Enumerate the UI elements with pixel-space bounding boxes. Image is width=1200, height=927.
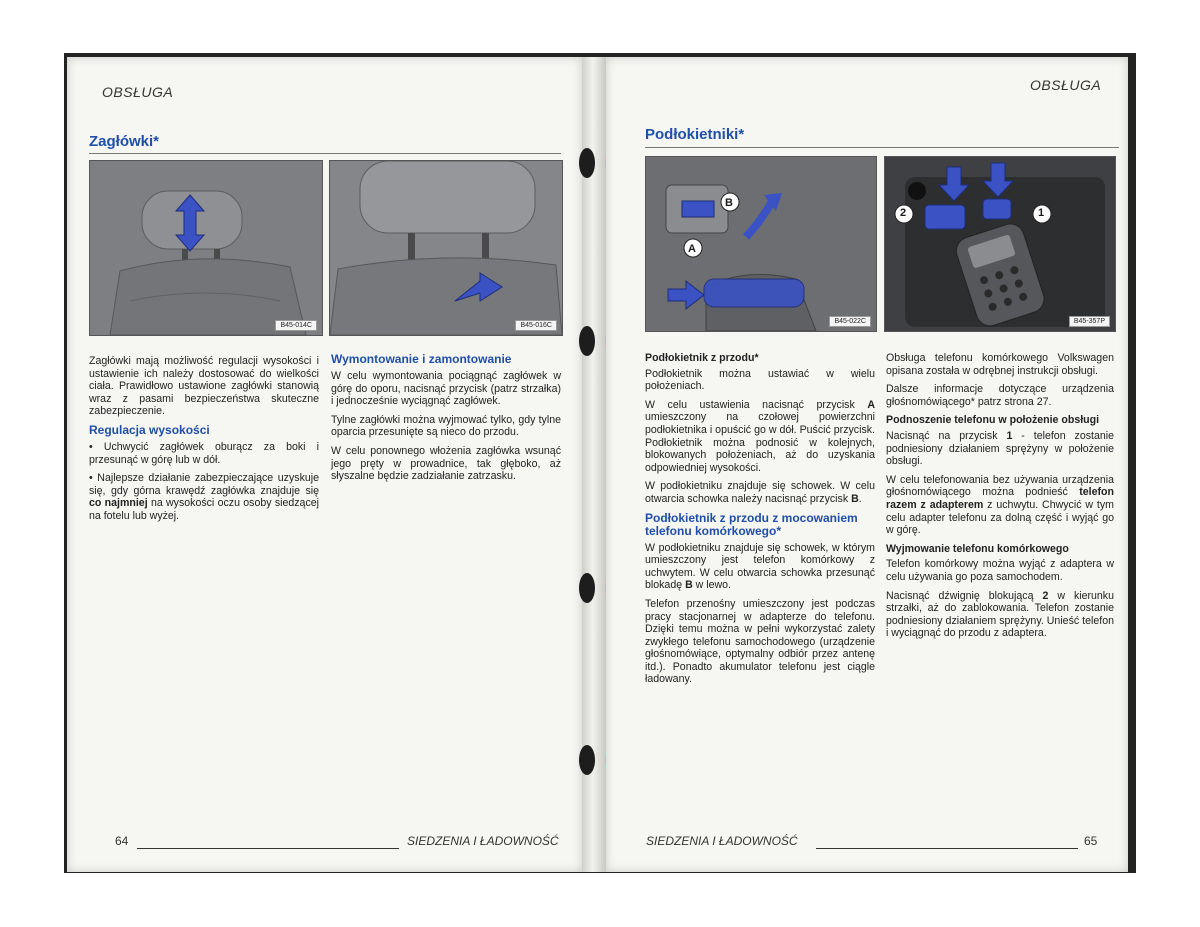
callout-b: B [725,197,733,209]
right-column-1 [645,352,875,692]
right-column-2 [886,352,1114,646]
figure-code: B45-357P [1069,316,1110,327]
callout-2: 2 [900,207,907,219]
text-span: W podłokietniku znajduje się schowek. W celu otwarcia schowka należy nacisnąć przycisk [645,480,875,505]
page-number: 64 [115,834,129,848]
text-span: umieszczony na czołowej powierzchni podłokietnika i opuścić go w dół. Puścić przycisk. Podłokietnik można podnosić w kolejnych, blokowanych położeniach, aż do uzyskania odpowiedniej wysokości. [645,411,875,474]
bold-span: 1 [1006,429,1013,442]
figure-armrest [645,156,877,332]
page-footer [407,834,559,848]
figure-headrest-height [89,160,323,336]
section-heading-phone: Podłokietnik z przodu z mocowaniem telefonu komórkowego* [645,510,858,538]
footer-rule [137,848,399,849]
binding-hole [579,148,595,178]
text-span: . [858,492,862,505]
intro-paragraph: Zagłówki mają możliwość regulacji wysokości i ustawienie ich należy dostosować do wielkości ciała. Prawidłowo ustawione zagłówki stanowią wraz z pasami bezpieczeństwa skuteczne zabezpieczenie. [89,355,319,418]
paragraph [886,430,1114,468]
binding-hole [579,326,595,356]
section-heading-height: Regulacja wysokości [89,422,210,437]
footer-rule [816,848,1078,849]
paragraph [645,399,875,475]
bullet-item: • Uchwycić zagłówek oburącz za boki i przesunąć w górę lub w dół. [89,440,319,466]
section-heading-mount: Wymontowanie i zamontowanie [331,352,512,366]
page-number: 65 [1084,834,1098,848]
binding-hole [579,745,595,775]
subheading: Podnoszenie telefonu w położenie obsługi [886,414,1100,427]
page-header: OBSŁUGA [1030,77,1102,93]
paragraph: Telefon komórkowy można wyjąć z adaptera w celu używania go poza samochodem. [886,558,1114,583]
text-span: Nacisnąć dźwignię blokującą [886,589,1043,602]
paragraph [645,480,875,505]
text-span: W celu ustawienia nacisnąć przycisk [645,398,868,411]
paragraph: Obsługa telefonu komórkowego Volkswagen opisana została w odrębnej instrukcji obsługi. [886,352,1114,377]
bullet-item [89,472,319,522]
title-rule [89,153,561,154]
text-span: - telefon zostanie podniesiony działaniem sprężyny w położenie obsługi. [886,429,1114,468]
callout-1: 1 [1038,207,1045,219]
paragraph: Tylne zagłówki można wyjmować tylko, gdy tylne oparcia przesunięte są nieco do przodu. [331,413,561,439]
paragraph: W celu ponownego włożenia zagłówka wsunąć jego pręty w prowadnice, tak głęboko, aż słyszalne będzie zadziałanie zatrzasku. [331,444,561,483]
subheading: Wyjmowanie telefonu komórkowego [886,542,1069,555]
text-span: W podłokietniku znajduje się schowek, w którym umieszczony jest telefon komórkowy z uchwytem. W celu otwarcia schowka przesunąć blokadę [645,541,875,592]
headrest-illustration [90,161,322,335]
paragraph [645,542,875,592]
text-span: z uchwytu. Chwycić w tym celu adapter telefonu za dolną część i wyjąć go w górę. [886,498,1114,537]
text-span: Nacisnąć na przycisk [886,429,1007,442]
paragraph: Telefon przenośny umieszczony jest podczas pracy stacjonarnej w adapterze do telefonu. Dzięki temu można w pełni wykorzystać zalety zwykłego telefonu samochodowego (urządzenie głośnomówiące, optymalny odbiór przez antenę itd.). Ponadto akumulator telefonu jest ciągle ładowany. [645,597,875,686]
footer-text: SIEDZENIA I ŁADOWNOŚĆ [407,834,559,848]
bold-span: co najmniej [89,497,148,510]
phone-holder-illustration [885,157,1115,331]
headrest-removal-illustration [330,161,562,335]
bold-span: B [685,579,693,592]
text-span: W celu telefonowania bez używania urządzenia głośnomówiącego można podnieść [886,473,1114,499]
right-page [606,57,1128,872]
title-rule [645,147,1119,148]
bold-span: 2 [1042,589,1049,602]
text-span: w lewo. [692,579,731,592]
bold-span: telefon razem z adapterem [886,486,1114,511]
armrest-illustration [646,157,876,331]
page-footer [646,834,798,848]
page-title: Podłokietniki* [645,126,745,143]
paragraph: W celu wymontowania pociągnąć zagłówek w górę do oporu, nacisnąć przycisk (patrz strzałka) i jednocześnie wyciągnąć zagłówek. [331,370,561,408]
paragraph [886,474,1114,537]
left-column-1 [89,355,319,529]
figure-code: B45-016C [515,320,557,331]
callout-a: A [688,243,696,255]
text-span: na wysokości oczu osoby siedzącej na fotelu lub wyżej. [89,497,319,522]
bold-span: B [851,492,859,505]
figure-headrest-removal [329,160,563,336]
left-column-2 [331,353,561,489]
figure-code: B45-014C [275,320,317,331]
footer-text: SIEDZENIA I ŁADOWNOŚĆ [646,834,798,848]
figure-code: B45-022C [829,316,871,327]
subheading: Podłokietnik z przodu* [645,352,759,364]
page-header: OBSŁUGA [102,84,174,100]
binding-hole [579,573,595,603]
paragraph: Dalsze informacje dotyczące urządzenia głośnomówiącego* patrz strona 27. [886,383,1114,408]
bold-span: A [867,398,875,411]
page-title: Zagłówki* [89,133,160,150]
paragraph [886,590,1114,640]
left-page [67,57,582,872]
figure-phone-holder [884,156,1116,332]
text-span: • Najlepsze działanie zabezpieczające uzyskuje się, gdy górna krawędź zagłówka znajduje się [89,472,319,497]
paragraph: Podłokietnik można ustawiać w wielu położeniach. [645,367,875,393]
text-span: w kierunku strzałki, aż do zablokowania. Telefon zostanie podniesiony działaniem sprężyny. Unieść telefon i wyciągnąć do przodu z adaptera. [886,589,1114,640]
